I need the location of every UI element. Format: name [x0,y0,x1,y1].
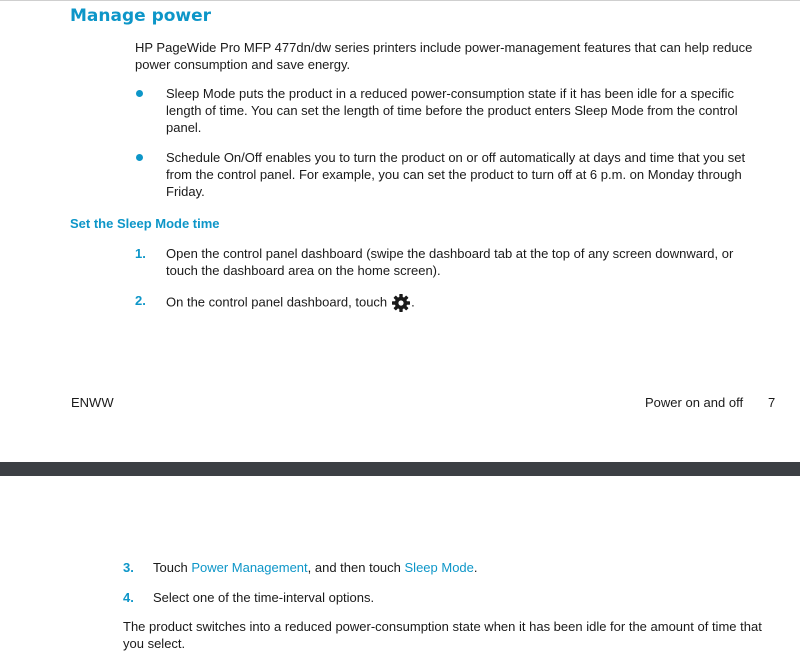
step-3-post: . [473,560,478,575]
page-title: Manage power [70,6,212,26]
step-number: 1. [135,246,146,261]
bullet-icon [135,153,145,163]
step-3-pre: Touch [153,560,192,575]
bullet-item-sleep-mode: Sleep Mode puts the product in a reduced power-consumption state if it has been idle for a specific length of time. You can set the length of time before the product enters Sleep Mode from the control panel. [166,86,738,135]
step-2-text [166,293,756,313]
step-number: 4. [123,590,134,605]
page-separator [0,462,800,476]
top-divider [0,0,800,1]
power-management-link[interactable]: Power Management [191,560,308,575]
closing-paragraph: The product switches into a reduced power-consumption state when it has been idle for the amount of time that you select. [123,619,762,651]
page-number: 7 [768,395,776,410]
step-3-mid: , and then touch [307,560,405,575]
footer-section-title: Power on and off [645,395,744,410]
section-heading: Set the Sleep Mode time [70,216,220,231]
step-4-text: Select one of the time-interval options. [153,590,375,605]
gear-icon [391,293,411,313]
document-page-2 [0,476,800,656]
step-2-label: On the control panel dashboard, touch [166,294,388,310]
bullet-icon [135,89,145,99]
step-3-text [153,559,753,576]
footer-label: ENWW [71,395,114,410]
sleep-mode-link[interactable]: Sleep Mode [404,560,474,575]
step-2-suffix: . [411,294,415,310]
step-1-text: Open the control panel dashboard (swipe the dashboard tab at the top of any screen downward, or touch the dashboard area on the home screen). [166,246,734,278]
step-number: 2. [135,293,146,308]
bullet-item-schedule: Schedule On/Off enables you to turn the product on or off automatically at days and time that you set from the control panel. For example, you can set the product to turn off at 6 p.m. on Monday through Friday. [166,150,746,199]
step-number: 3. [123,560,134,575]
intro-paragraph: HP PageWide Pro MFP 477dn/dw series printers include power-management features that can help reduce power consumption and save energy. [135,40,753,72]
